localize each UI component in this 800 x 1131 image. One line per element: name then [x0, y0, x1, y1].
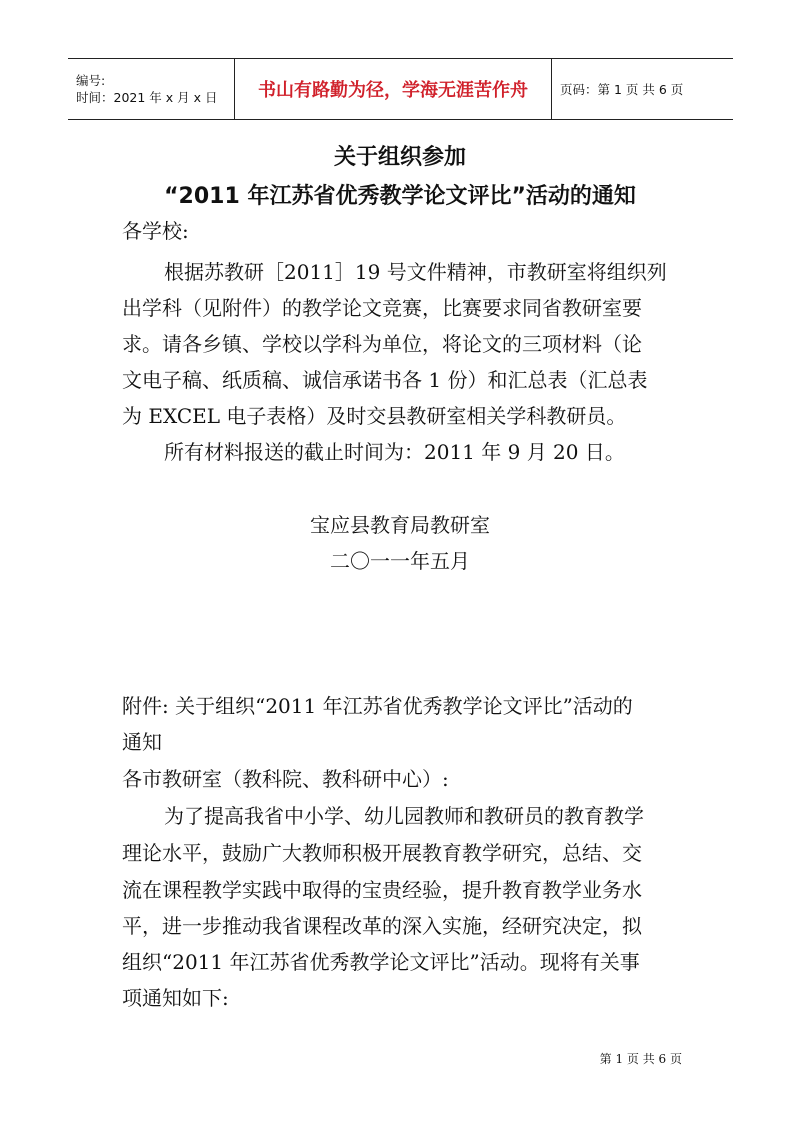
notice-body-line: 为 EXCEL 电子表格）及时交县教研室相关学科教研员。	[122, 404, 627, 428]
doc-title-line2: “2011 年江苏省优秀教学论文评比”活动的通知	[164, 184, 636, 209]
attachment-title-line: 附件: 关于组织“2011 年江苏省优秀教学论文评比”活动的	[122, 694, 633, 718]
attachment-body-line: 组织“2011 年江苏省优秀教学论文评比”活动。现将有关事	[122, 950, 640, 974]
page-header	[68, 58, 733, 120]
notice-body-line: 文电子稿、纸质稿、诚信承诺书各 1 份）和汇总表（汇总表	[122, 368, 648, 392]
header-page-info: 页码：第 1 页 共 6 页	[560, 82, 684, 97]
attachment-title-line: 通知	[122, 730, 162, 754]
header-slogan: 书山有路勤为径，学海无涯苦作舟	[234, 59, 552, 119]
header-time-label: 时间：2021 年 x 月 x 日	[76, 90, 218, 105]
attachment-salutation: 各市教研室（教科院、教科研中心）:	[122, 767, 449, 791]
notice-deadline: 所有材料报送的截止时间为：2011 年 9 月 20 日。	[164, 440, 625, 464]
notice-sender: 宝应县教育局教研室	[310, 513, 490, 537]
notice-body-line: 求。请各乡镇、学校以学科为单位，将论文的三项材料（论	[122, 332, 642, 356]
notice-salutation: 各学校:	[122, 219, 189, 243]
doc-title-line1: 关于组织参加	[333, 145, 466, 170]
attachment-body-line: 流在课程教学实践中取得的宝贵经验，提升教育教学业务水	[122, 878, 642, 902]
attachment-body-line: 为了提高我省中小学、幼儿园教师和教研员的教育教学	[164, 804, 644, 828]
notice-body-line: 出学科（见附件）的教学论文竞赛，比赛要求同省教研室要	[122, 296, 642, 320]
attachment-body-line: 项通知如下:	[122, 986, 229, 1010]
attachment-body-line: 平，进一步推动我省课程改革的深入实施，经研究决定，拟	[122, 914, 642, 938]
notice-date: 二〇一一年五月	[330, 549, 470, 573]
header-number-label: 编号:	[76, 73, 106, 88]
page-footer: 第 1 页 共 6 页	[599, 1052, 682, 1066]
notice-body-line: 根据苏教研［2011］19 号文件精神，市教研室将组织列	[164, 260, 667, 284]
header-meta	[68, 59, 234, 119]
attachment-body-line: 理论水平，鼓励广大教师积极开展教育教学研究，总结、交	[122, 841, 642, 865]
